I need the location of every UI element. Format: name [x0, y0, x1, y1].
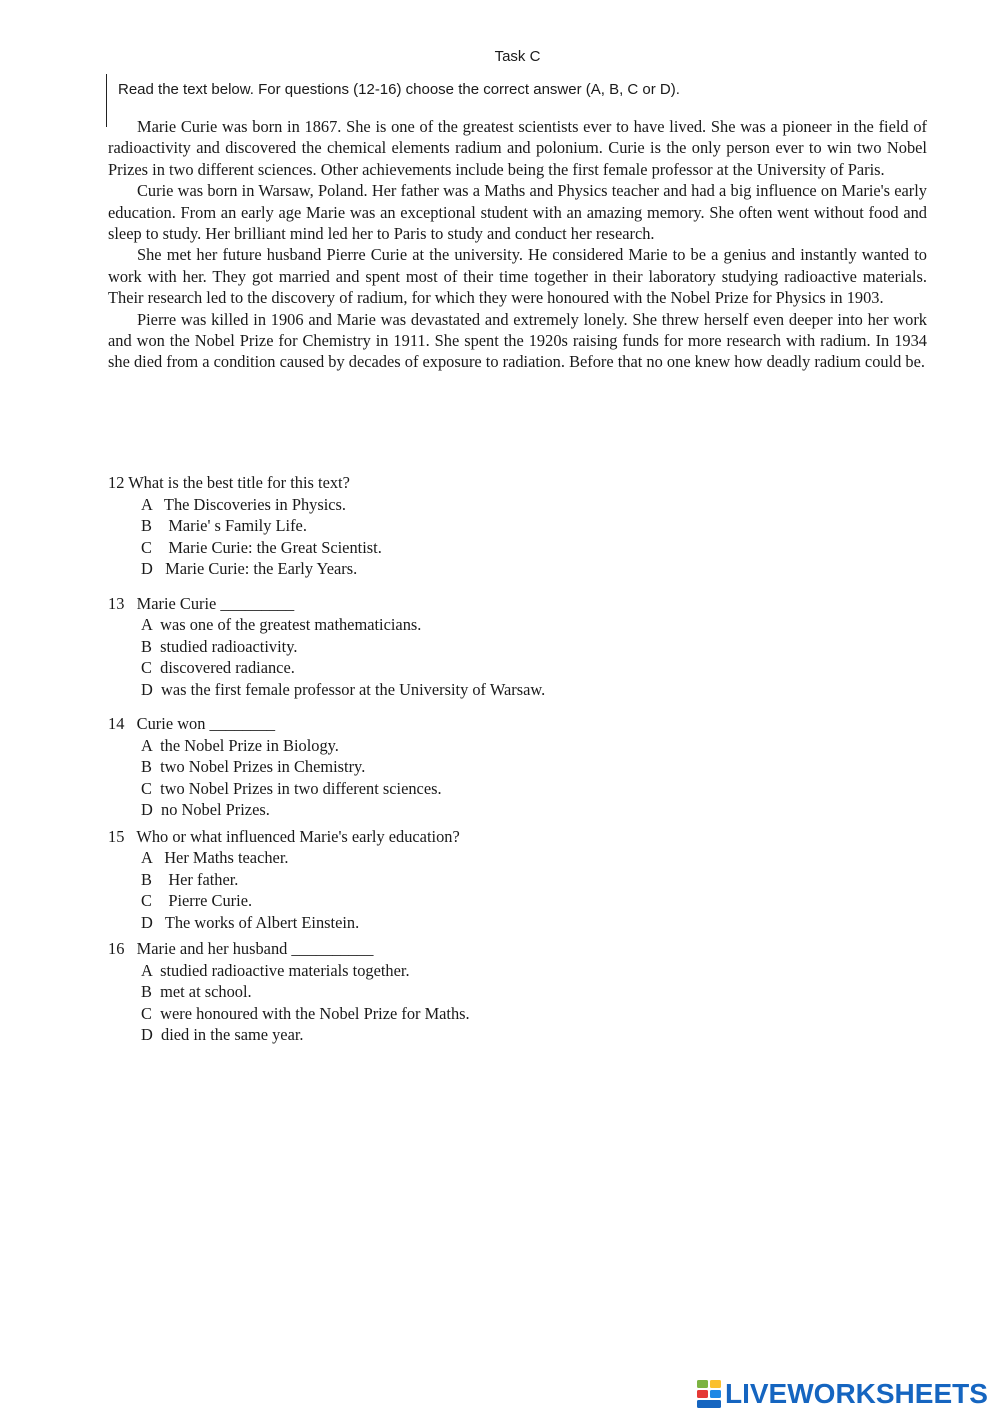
option-a[interactable]: A was one of the greatest mathematicians. — [141, 615, 422, 634]
answer-options — [108, 960, 928, 1046]
question-15 — [108, 826, 928, 934]
passage-paragraph: Curie was born in Warsaw, Poland. Her father was a Maths and Physics teacher and had a big influence on Marie's early education. From an early age Marie was an exceptional student with an amazing memory. She often went without food and sleep to study. Her brilliant mind led her to Paris to study and conduct her research. — [108, 181, 927, 244]
question-text: 13 Marie Curie _________ — [108, 593, 295, 613]
answer-options — [108, 614, 928, 700]
option-a[interactable]: A Her Maths teacher. — [141, 848, 289, 867]
question-13 — [108, 593, 928, 701]
question-12 — [108, 472, 928, 580]
option-a[interactable]: A studied radioactive materials together. — [141, 960, 410, 980]
margin-bar — [106, 74, 107, 127]
option-c[interactable]: C were honoured with the Nobel Prize for Maths. — [141, 1003, 470, 1023]
option-d[interactable]: D no Nobel Prizes. — [141, 800, 270, 819]
option-a[interactable]: A The Discoveries in Physics. — [141, 494, 347, 514]
passage-paragraph: She met her future husband Pierre Curie at the university. He considered Marie to be a genius and instantly wanted to work with her. They got married and spent most of their time together in their laboratory studying radioactive materials. Their research led to the discovery of radium, for which they were honoured with the Nobel Prize for Physics in 1903. — [108, 245, 927, 308]
option-d[interactable]: D Marie Curie: the Early Years. — [141, 559, 358, 578]
instruction-text: Read the text below. For questions (12-16) choose the correct answer (A, B, C or D). — [118, 81, 680, 98]
option-d[interactable]: D The works of Albert Einstein. — [141, 912, 360, 932]
option-d[interactable]: D died in the same year. — [141, 1025, 304, 1044]
reading-passage — [108, 116, 927, 373]
answer-options — [108, 494, 928, 580]
logo-text: LIVEWORKSHEETS — [725, 1378, 988, 1409]
question-text: 14 Curie won ________ — [108, 714, 276, 733]
task-title: Task C — [494, 48, 541, 65]
question-text: 16 Marie and her husband __________ — [108, 939, 374, 958]
option-a[interactable]: A the Nobel Prize in Biology. — [141, 735, 339, 755]
option-c[interactable]: C Marie Curie: the Great Scientist. — [141, 537, 382, 557]
answer-options — [108, 735, 928, 821]
option-c[interactable]: C discovered radiance. — [141, 658, 295, 677]
option-b[interactable]: B met at school. — [141, 982, 252, 1001]
passage-paragraph: Marie Curie was born in 1867. She is one of the greatest scientists ever to have lived. She was a pioneer in the field of radioactivity and discovered the chemical elements radium and polonium. Curie is the only person ever to win two Nobel Prizes in two different sciences. Other achievements include being the first female professor at the University of Paris. — [108, 117, 927, 179]
question-list — [108, 472, 928, 1059]
option-c[interactable]: C Pierre Curie. — [141, 891, 253, 910]
option-b[interactable]: B Her father. — [141, 869, 239, 889]
question-16 — [108, 938, 928, 1046]
option-d[interactable]: D was the first female professor at the University of Warsaw. — [141, 679, 546, 699]
passage-paragraph: Pierre was killed in 1906 and Marie was devastated and extremely lonely. She threw herself even deeper into her work and won the Nobel Prize for Chemistry in 1911. She spent the 1920s raising funds for more research with radium. In 1934 she died from a condition caused by decades of exposure to radiation. Before that no one knew how deadly radium could be. — [108, 309, 927, 372]
option-b[interactable]: B studied radioactivity. — [141, 636, 298, 656]
option-b[interactable]: B two Nobel Prizes in Chemistry. — [141, 757, 366, 776]
option-c[interactable]: C two Nobel Prizes in two different sciences. — [141, 778, 442, 798]
worksheet-logo-icon — [697, 1380, 721, 1408]
question-text: 12 What is the best title for this text? — [108, 473, 350, 492]
option-b[interactable]: B Marie' s Family Life. — [141, 516, 307, 535]
liveworksheets-logo[interactable] — [697, 1378, 988, 1410]
question-14 — [108, 713, 928, 821]
question-text: 15 Who or what influenced Marie's early education? — [108, 826, 460, 846]
answer-options — [108, 847, 928, 933]
